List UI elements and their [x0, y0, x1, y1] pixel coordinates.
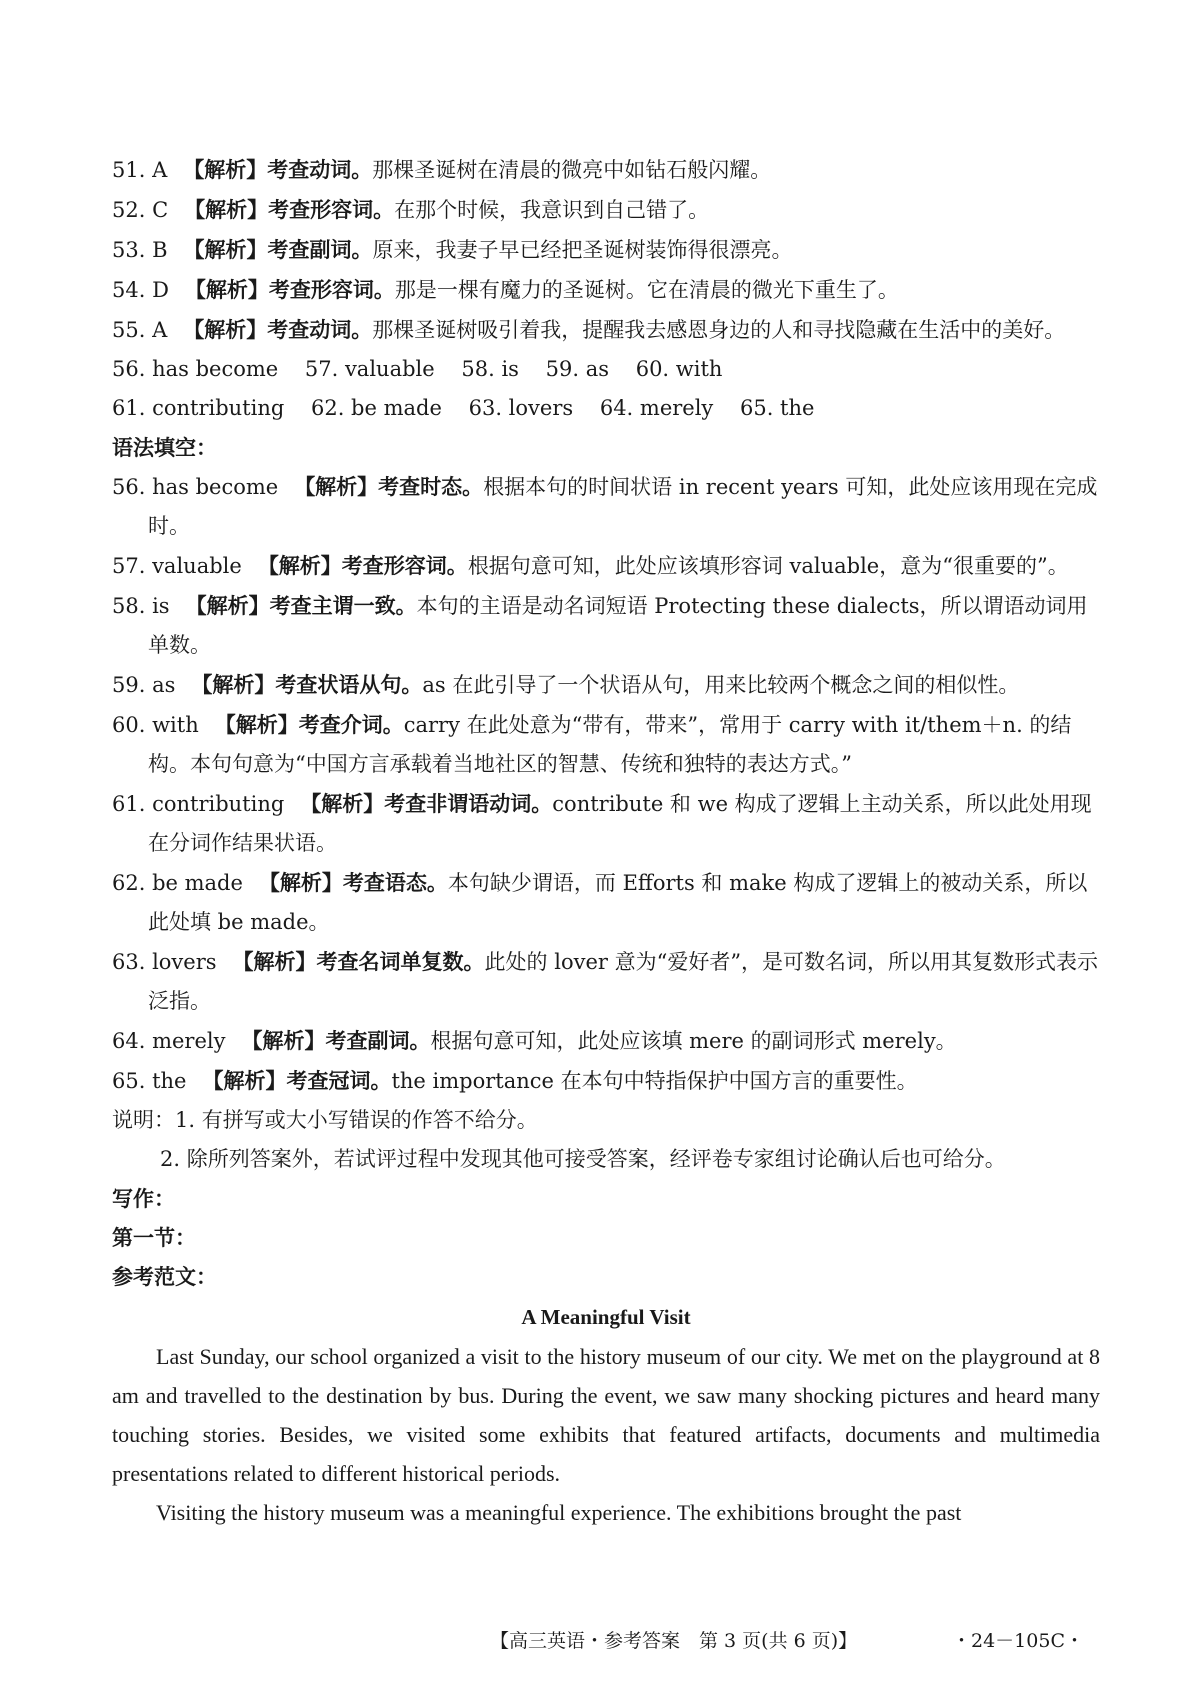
- quick-answer: 63. lovers: [468, 396, 574, 420]
- essay-title: A Meaningful Visit: [521, 1305, 691, 1329]
- answer-page: [112, 150, 1100, 1532]
- analysis-tag: 【解析】考查形容词。: [184, 197, 395, 222]
- analysis-tag: 【解析】考查名词单复数。: [232, 949, 485, 974]
- analysis-text: contribute 和 we 构成了逻辑上主动关系，所以此处用现在分词作结果状语。: [148, 792, 1092, 855]
- analysis-tag: 【解析】考查介词。: [214, 712, 404, 737]
- quick-answers-row-1: [112, 350, 1100, 389]
- grammar-item: [112, 586, 1100, 665]
- grammar-item: [112, 546, 1100, 586]
- grammar-item: [112, 1061, 1100, 1101]
- answer-number: 51. A: [112, 158, 168, 182]
- grammar-item: [112, 784, 1100, 863]
- grammar-item: [112, 665, 1100, 705]
- answer-number: 62. be made: [112, 871, 243, 895]
- grammar-heading: 语法填空：: [112, 435, 217, 460]
- answer-number: 52. C: [112, 198, 169, 222]
- footer-page-info: 【高三英语・参考答案 第 3 页(共 6 页)】: [490, 1630, 858, 1652]
- answer-item: [112, 150, 1100, 190]
- analysis-text: 根据本句的时间状语 in recent years 可知，此处应该用现在完成时。: [148, 475, 1098, 538]
- quick-answer: 59. as: [545, 357, 610, 381]
- answer-number: 54. D: [112, 278, 169, 302]
- answer-item: [112, 190, 1100, 230]
- section-heading: 第一节：: [112, 1225, 196, 1250]
- answer-number: 57. valuable: [112, 554, 242, 578]
- quick-answer: 56. has become: [112, 357, 279, 381]
- answer-number: 64. merely: [112, 1029, 226, 1053]
- analysis-tag: 【解析】考查副词。: [241, 1028, 431, 1053]
- answer-number: 63. lovers: [112, 950, 217, 974]
- note-line-1: 说明：1. 有拼写或大小写错误的作答不给分。: [112, 1108, 538, 1132]
- analysis-tag: 【解析】考查副词。: [183, 237, 373, 262]
- analysis-text: 本句的主语是动名词短语 Protecting these dialects，所以谓语动词用单数。: [148, 594, 1088, 657]
- quick-answer: 58. is: [461, 357, 519, 381]
- analysis-tag: 【解析】考查主谓一致。: [185, 593, 417, 618]
- analysis-text: the importance 在本句中特指保护中国方言的重要性。: [391, 1069, 918, 1093]
- grammar-items: [112, 467, 1100, 1101]
- analysis-text: 在那个时候，我意识到自己错了。: [394, 198, 710, 222]
- analysis-tag: 【解析】考查语态。: [258, 870, 448, 895]
- answer-number: 59. as: [112, 673, 176, 697]
- analysis-tag: 【解析】考查非谓语动词。: [300, 791, 553, 816]
- analysis-text: as 在此引导了一个状语从句，用来比较两个概念之间的相似性。: [422, 673, 1020, 697]
- quick-answer: 64. merely: [599, 396, 714, 420]
- grammar-item: [112, 942, 1100, 1021]
- answer-item: [112, 310, 1100, 350]
- answer-item: [112, 230, 1100, 270]
- analysis-text: 那是一棵有魔力的圣诞树。它在清晨的微光下重生了。: [394, 278, 899, 302]
- quick-answer: 61. contributing: [112, 396, 285, 420]
- analysis-text: 本句缺少谓语，而 Efforts 和 make 构成了逻辑上的被动关系，所以此处填 be made。: [148, 871, 1088, 934]
- writing-heading: 写作：: [112, 1186, 175, 1211]
- quick-answer: 60. with: [635, 357, 723, 381]
- quick-answer: 65. the: [739, 396, 815, 420]
- analysis-text: 原来，我妻子早已经把圣诞树装饰得很漂亮。: [372, 238, 793, 262]
- grammar-item: [112, 1021, 1100, 1061]
- analysis-text: 根据句意可知，此处应该填形容词 valuable，意为“很重要的”。: [467, 554, 1069, 578]
- analysis-tag: 【解析】考查形容词。: [184, 277, 395, 302]
- answer-item: [112, 270, 1100, 310]
- essay-paragraph: Last Sunday, our school organized a visit to the history museum of our city. We met on the playground at 8 am and travelled to the destination by bus. During the event, we saw many shocking pictures and heard many touching stories. Besides, we visited some exhibits that featured artifacts, documents and multimedia presentations related to different historical periods.: [112, 1344, 1100, 1486]
- answer-number: 60. with: [112, 713, 199, 737]
- note-line-2: 2. 除所列答案外，若试评过程中发现其他可接受答案，经评卷专家组讨论确认后也可给分。: [160, 1147, 1006, 1171]
- analysis-tag: 【解析】考查状语从句。: [191, 672, 423, 697]
- quick-answer: 62. be made: [310, 396, 442, 420]
- answers-51-55: [112, 150, 1100, 350]
- grammar-item: [112, 863, 1100, 942]
- analysis-text: 那棵圣诞树在清晨的微亮中如钻石般闪耀。: [372, 158, 772, 182]
- analysis-tag: 【解析】考查冠词。: [202, 1068, 392, 1093]
- grammar-item: [112, 467, 1100, 546]
- answer-number: 56. has become: [112, 475, 279, 499]
- answer-number: 65. the: [112, 1069, 187, 1093]
- essay-paragraph: Visiting the history museum was a meaningful experience. The exhibitions brought the past: [156, 1500, 962, 1525]
- analysis-text: 此处的 lover 意为“爱好者”，是可数名词，所以用其复数形式表示泛指。: [148, 950, 1099, 1013]
- footer-code: ・24－105C・: [952, 1630, 1084, 1652]
- answer-number: 55. A: [112, 318, 168, 342]
- analysis-text: 那棵圣诞树吸引着我，提醒我去感恩身边的人和寻找隐藏在生活中的美好。: [372, 318, 1066, 342]
- analysis-tag: 【解析】考查形容词。: [257, 553, 468, 578]
- analysis-text: carry 在此处意为“带有，带来”，常用于 carry with it/them＋n. 的结构。本句句意为“中国方言承载着当地社区的智慧、传统和独特的表达方式。”: [148, 713, 1072, 776]
- answer-number: 53. B: [112, 238, 168, 262]
- answer-number: 61. contributing: [112, 792, 285, 816]
- grammar-item: [112, 705, 1100, 784]
- answer-number: 58. is: [112, 594, 170, 618]
- sample-heading: 参考范文：: [112, 1264, 217, 1289]
- quick-answers-row-2: [112, 389, 1100, 428]
- analysis-tag: 【解析】考查时态。: [294, 474, 484, 499]
- quick-answer: 57. valuable: [304, 357, 435, 381]
- analysis-tag: 【解析】考查动词。: [183, 157, 373, 182]
- analysis-text: 根据句意可知，此处应该填 mere 的副词形式 merely。: [430, 1029, 957, 1053]
- analysis-tag: 【解析】考查动词。: [183, 317, 373, 342]
